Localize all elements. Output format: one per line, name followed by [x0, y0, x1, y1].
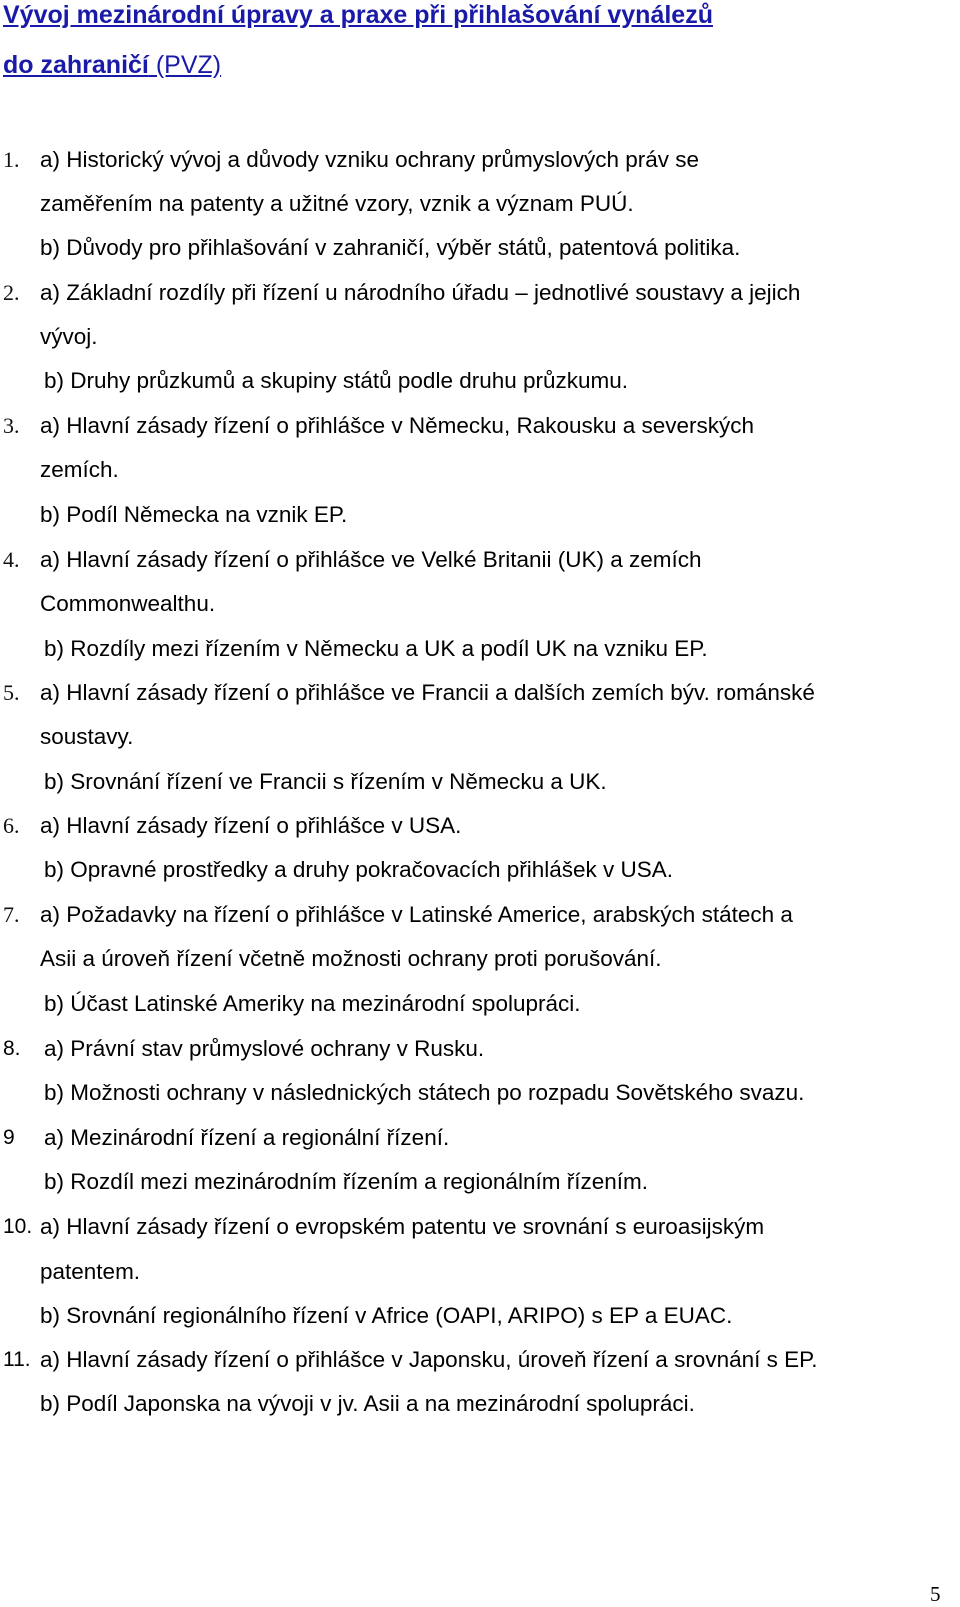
- document-title: [3, 0, 903, 30]
- title-line-2-rest: (PVZ): [148, 51, 222, 79]
- topic-b-line: b) Účast Latinské Ameriky na mezinárodní spolupráci.: [44, 991, 581, 1016]
- topic-number: 4.: [3, 547, 20, 572]
- topic-a-line: Commonwealthu.: [40, 591, 216, 616]
- topic-b-line: b) Rozdíly mezi řízením v Německu a UK a podíl UK na vzniku EP.: [44, 636, 708, 661]
- topic-a-line: a) Právní stav průmyslové ochrany v Rusku.: [44, 1036, 485, 1061]
- topic-b-line: b) Podíl Japonska na vývoji v jv. Asii a na mezinárodní spolupráci.: [40, 1391, 695, 1416]
- topic-number: 1.: [3, 147, 20, 172]
- topic-number: 3.: [3, 413, 20, 438]
- document-title-cont: [3, 50, 903, 80]
- topic-number: 9: [3, 1126, 15, 1149]
- topic-a-line: zaměřením na patenty a užitné vzory, vznik a význam PUÚ.: [40, 191, 634, 216]
- topic-b-line: b) Rozdíl mezi mezinárodním řízením a regionálním řízením.: [44, 1169, 648, 1194]
- page-number: 5: [930, 1582, 941, 1606]
- title-line-1: Vývoj mezinárodní úpravy a praxe při přihlašování vynálezů: [3, 1, 713, 29]
- topic-a-line: soustavy.: [40, 724, 134, 749]
- topic-a-line: a) Základní rozdíly při řízení u národního úřadu – jednotlivé soustavy a jejich: [40, 280, 801, 305]
- topic-b-line: b) Srovnání regionálního řízení v Africe (OAPI, ARIPO) s EP a EUAC.: [40, 1303, 733, 1328]
- topic-number: 7.: [3, 902, 20, 927]
- topic-b-line: b) Srovnání řízení ve Francii s řízením v Německu a UK.: [44, 769, 607, 794]
- topic-a-line: a) Hlavní zásady řízení o přihlášce v Japonsku, úroveň řízení a srovnání s EP.: [40, 1347, 818, 1372]
- topic-number: 10.: [3, 1215, 33, 1238]
- topic-a-line: a) Mezinárodní řízení a regionální řízení.: [44, 1125, 450, 1150]
- topic-b-line: b) Podíl Německa na vznik EP.: [40, 502, 348, 527]
- topic-number: 2.: [3, 280, 20, 305]
- topic-b-line: b) Možnosti ochrany v následnických státech po rozpadu Sovětského svazu.: [44, 1080, 805, 1105]
- topic-a-line: zemích.: [40, 457, 119, 482]
- topic-a-line: a) Hlavní zásady řízení o přihlášce ve Francii a dalších zemích býv. románské: [40, 680, 815, 705]
- topic-a-line: a) Hlavní zásady řízení o přihlášce ve Velké Britanii (UK) a zemích: [40, 547, 702, 572]
- topic-number: 6.: [3, 813, 20, 838]
- topic-a-line: a) Hlavní zásady řízení o evropském patentu ve srovnání s euroasijským: [40, 1214, 765, 1239]
- topic-number: 11.: [3, 1348, 31, 1371]
- topic-a-line: a) Hlavní zásady řízení o přihlášce v USA.: [40, 813, 462, 838]
- topic-b-line: b) Důvody pro přihlašování v zahraničí, výběr států, patentová politika.: [40, 235, 741, 260]
- topic-a-line: a) Historický vývoj a důvody vzniku ochrany průmyslových práv se: [40, 147, 699, 172]
- title-line-2-bold: do zahraničí: [3, 51, 149, 79]
- topic-a-line: a) Hlavní zásady řízení o přihlášce v Německu, Rakousku a severských: [40, 413, 755, 438]
- topic-b-line: b) Druhy průzkumů a skupiny států podle druhu průzkumu.: [44, 368, 629, 393]
- topic-number: 5.: [3, 680, 20, 705]
- topic-number: 8.: [3, 1037, 21, 1060]
- topic-a-line: a) Požadavky na řízení o přihlášce v Latinské Americe, arabských státech a: [40, 902, 793, 927]
- topic-a-line: vývoj.: [40, 324, 98, 349]
- topic-a-line: patentem.: [40, 1259, 141, 1284]
- topic-a-line: Asii a úroveň řízení včetně možnosti ochrany proti porušování.: [40, 946, 662, 971]
- topic-b-line: b) Opravné prostředky a druhy pokračovacích přihlášek v USA.: [44, 857, 674, 882]
